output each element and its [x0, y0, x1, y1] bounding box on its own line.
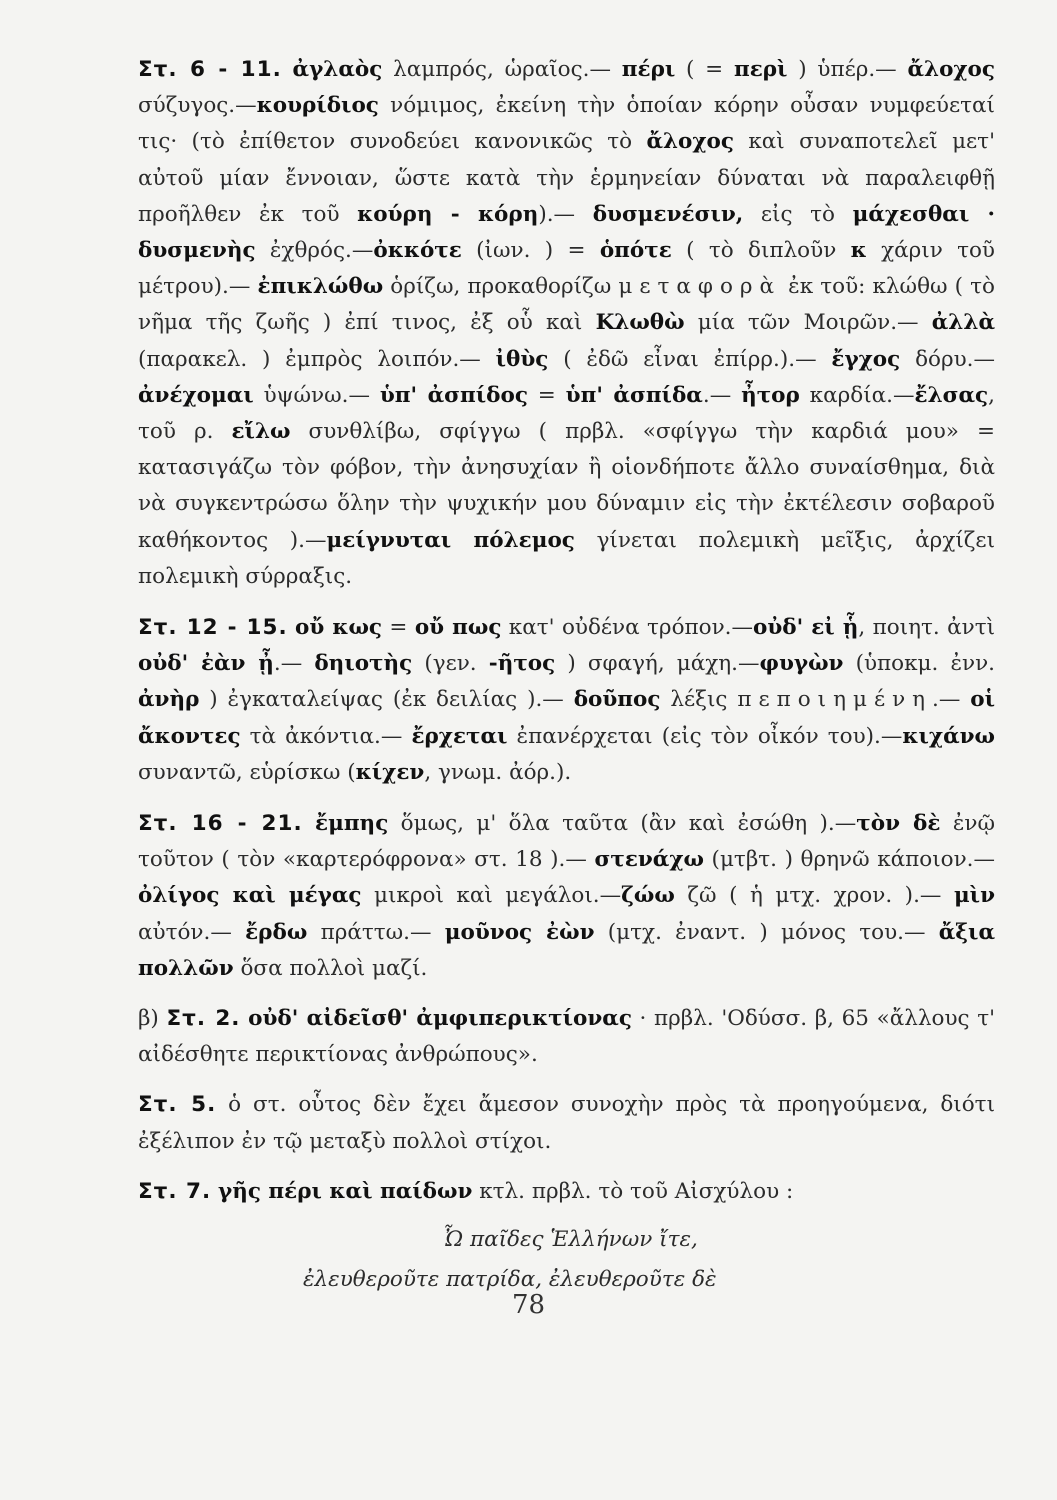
- gloss: κατ' οὐδένα τρόπον.—: [501, 615, 753, 641]
- gloss: δόρυ.—: [900, 346, 995, 372]
- verse-reference: Στ. 5.: [138, 1092, 217, 1118]
- lemma: κίχεν: [355, 759, 425, 785]
- gloss: αὐτόν.—: [138, 919, 246, 945]
- spaced-term: πεποιημένη: [737, 687, 933, 713]
- lemma: ὑπ' ἀσπίδος: [379, 382, 528, 408]
- lemma: ἔλσας: [914, 382, 989, 408]
- gloss: · πρβλ. 'Οδύσσ. β, 65 «ἄλλους τ' αἰδέσθητε περικτίονας ἀνθρώπους».: [138, 1006, 995, 1068]
- lemma: ἔγχος: [831, 346, 901, 372]
- lemma: πέρι: [621, 57, 676, 82]
- lemma: ἀλλὰ: [931, 310, 996, 336]
- lemma: περὶ: [733, 57, 788, 82]
- gloss: ὅμως, μ' ὅλα ταῦτα (ἂν καὶ ἐσώθη ).—: [388, 811, 857, 837]
- text: [240, 1006, 248, 1031]
- lemma: κιχάνω: [902, 723, 995, 749]
- gloss: καρδία.—: [799, 382, 915, 408]
- verse-line: ἐλευθεροῦτε πατρίδα, ἐλευθεροῦτε δὲ: [303, 1267, 717, 1293]
- gloss: χάριν τοῦ μέτρου).—: [138, 238, 996, 300]
- lemma: ὑπ' ἀσπίδα: [565, 382, 703, 408]
- lemma: ἄξια πολλῶν: [138, 919, 995, 981]
- gloss: ὁ στ. οὗτος δὲν ἔχει ἄμεσον συνοχὴν πρὸς τὰ προηγούμενα, διότι ἐξέλιπον ἐν τῷ μεταξὺ πολλοὶ στίχοι.: [138, 1092, 995, 1154]
- gloss: =: [382, 615, 415, 641]
- lemma: ἐπικλώθω: [257, 274, 384, 300]
- lemma: ὀκκότε: [373, 238, 462, 264]
- lemma: ὀλίγος καὶ μέγας: [138, 883, 362, 909]
- gloss: μικροὶ καὶ μεγάλοι.—: [361, 883, 622, 909]
- gloss: ἐχθρός.—: [255, 238, 374, 264]
- gloss: εἰς τὸ: [743, 201, 853, 227]
- gloss: ὑψώνω.—: [253, 382, 380, 408]
- gloss: νόμιμος, ἐκείνη τὴν ὁποίαν κόρην οὖσαν νυμφεύεταί τις· (τὸ ἐπίθετον συνοδεύει κανονικῶς τὸ: [138, 93, 995, 155]
- gloss: ὁρίζω, προκαθορίζω: [383, 274, 619, 300]
- gloss: ( ἐδῶ εἶναι ἐπίρρ.).—: [548, 346, 832, 372]
- gloss: ζῶ ( ἡ μτχ. χρον. ).—: [674, 883, 954, 909]
- gloss: πράττω.—: [307, 919, 445, 945]
- gloss: συνθλίβω, σφίγγω ( πρβλ. «σφίγγω τὴν καρδιά μου» = κατασιγάζω τὸν φόβον, τὴν ἀνησυχίαν ἢ οἱονδήποτε ἄλλο συναίσθημα, διὰ νὰ συγκεντρώσω ὅλην τὴν ψυχικήν μου δύναμιν εἰς τὴν ἐκτέλεσιν σοβαροῦ καθήκοντος ).—: [138, 419, 995, 553]
- lemma: οὐδ' αἰδεῖσθ' ἀμφιπερικτίονας: [248, 1006, 632, 1032]
- lemma: Κλωθὼ: [595, 310, 685, 336]
- lemma: δηιοτὴς: [314, 651, 413, 677]
- gloss: , γνωμ. ἀόρ.).: [424, 759, 572, 785]
- gloss: (ἰων. ) =: [461, 238, 600, 264]
- page-number: 78: [511, 1290, 546, 1320]
- gloss: (γεν.: [412, 651, 489, 677]
- gloss: ἐκ τοῦ: κλώθω ( τὸ νῆμα τῆς ζωῆς ) ἐπί τινος, ἐξ οὗ καὶ: [138, 274, 995, 336]
- lemma: μὶν: [953, 883, 995, 909]
- gloss: λαμπρός, ὡραῖος.—: [382, 57, 622, 82]
- lemma: ἔρχεται: [411, 723, 508, 749]
- lemma: ἰθὺς: [495, 346, 549, 372]
- gloss: συναντῶ, εὑρίσκω (: [138, 759, 356, 785]
- gloss: ἐπανέρχεται (εἰς τὸν οἶκόν του).—: [507, 723, 903, 749]
- gloss: ( =: [675, 57, 734, 82]
- lemma: δυσμενέσιν,: [592, 201, 744, 227]
- lemma: φυγὼν: [759, 651, 844, 677]
- gloss: .—: [273, 651, 315, 677]
- verse-reference: Στ. 7.: [138, 1178, 212, 1204]
- gloss: ( τὸ διπλοῦν: [671, 238, 851, 264]
- gloss: ) ὑπέρ.—: [787, 57, 908, 82]
- gloss: σύζυγος.—: [138, 93, 257, 119]
- gloss: (μτβτ. ) θρηνῶ κάποιον.—: [703, 847, 996, 873]
- text: [288, 615, 295, 640]
- lemma: ἀνέχομαι: [138, 382, 254, 408]
- lemma: οἱ ἄκοντες: [138, 687, 995, 749]
- lemma: ἀνὴρ: [138, 687, 200, 713]
- lemma: κουρίδιος: [256, 93, 379, 119]
- gloss: , τοῦ ρ.: [138, 382, 995, 445]
- text: [303, 811, 315, 836]
- gloss: .—: [932, 687, 971, 713]
- gloss: ) ἐγκαταλείψας (ἐκ δειλίας ).—: [199, 687, 574, 713]
- lemma: δοῦπος: [573, 687, 661, 713]
- verse-line: Ὦ παῖδες Ἑλλήνων ἴτε,: [443, 1227, 698, 1253]
- commentary-paragraph-b-st-7: [138, 1174, 995, 1210]
- lemma: γῆς πέρι καὶ παίδων: [218, 1178, 473, 1204]
- lemma: ἔμπης: [315, 811, 389, 837]
- lemma: κούρη - κόρη: [357, 201, 539, 227]
- commentary-paragraph-st-16-21: [138, 806, 995, 987]
- lemma: μείγνυται πόλεμος: [326, 527, 575, 553]
- quoted-verse: [138, 1220, 995, 1300]
- gloss: τὰ ἀκόντια.—: [240, 723, 412, 749]
- lemma: ἄλοχος: [907, 57, 995, 82]
- lemma: ἀγλαὸς: [292, 57, 383, 82]
- gloss: (ὑποκμ. ἐνν.: [843, 651, 995, 677]
- lemma: ἦτορ: [741, 382, 800, 408]
- lemma: εἴλω: [231, 419, 291, 445]
- lemma: οὐδ' ἐὰν ᾖ: [138, 651, 274, 677]
- verse-reference: Στ. 12 - 15.: [138, 615, 288, 641]
- lemma: οὐδ' εἰ ᾗ: [753, 615, 859, 641]
- gloss: =: [527, 382, 566, 408]
- lemma: ζώω: [621, 883, 675, 909]
- gloss: .—: [702, 382, 742, 408]
- lemma: -ῆτος: [488, 651, 556, 677]
- gloss: μία τῶν Μοιρῶν.—: [684, 310, 932, 336]
- gloss: λέξις: [660, 687, 738, 713]
- lemma: τὸν δὲ: [856, 811, 941, 837]
- section-label: β): [138, 1006, 159, 1032]
- gloss: γίνεται πολεμικὴ μεῖξις, ἀρχίζει πολεμικὴ σύρραξις.: [138, 527, 995, 589]
- gloss: , ποιητ. ἀντὶ: [858, 615, 996, 641]
- verse-reference: Στ. 16 - 21.: [138, 811, 303, 837]
- gloss: (μτχ. ἐναντ. ) μόνος του.—: [594, 919, 939, 945]
- lemma: ἔρδω: [245, 919, 308, 945]
- spaced-term: μεταφορὰ: [618, 274, 782, 300]
- commentary-paragraph-b-st-2: [138, 1001, 995, 1073]
- lemma: κ: [850, 238, 867, 264]
- commentary-paragraph-st-12-15: [138, 610, 995, 791]
- gloss: ὅσα πολλοὶ μαζί.: [233, 955, 428, 981]
- lemma: ὁπότε: [599, 238, 672, 264]
- gloss: ἐνῷ τοῦτον ( τὸν «καρτερόφρονα» στ. 18 ).—: [138, 811, 995, 873]
- gloss: κτλ. πρβλ. τὸ τοῦ Αἰσχύλου :: [472, 1178, 794, 1204]
- lemma: μάχεσθαι · δυσμενὴς: [138, 201, 996, 264]
- gloss: (παρακελ. ) ἐμπρὸς λοιπόν.—: [138, 346, 496, 372]
- text: [211, 1179, 218, 1204]
- gloss: ) σφαγή, μάχη.—: [555, 651, 760, 677]
- gloss: καὶ συναποτελεῖ μετ' αὐτοῦ μίαν ἔννοιαν, ὥστε κατὰ τὴν ἑρμηνείαν δύναται νὰ παραλειφθῇ προῆλθεν ἐκ τοῦ: [138, 129, 995, 227]
- lemma: οὔ κως: [295, 615, 383, 641]
- commentary-paragraph-st-6-11: [138, 52, 995, 595]
- commentary-paragraph-b-st-5: [138, 1087, 995, 1159]
- lemma: ἄλοχος: [646, 129, 734, 155]
- text: [282, 57, 293, 82]
- lemma: μοῦνος ἐὼν: [444, 919, 595, 945]
- gloss: ).—: [538, 201, 593, 227]
- verse-reference: Στ. 2.: [166, 1006, 241, 1032]
- lemma: στενάχω: [594, 847, 704, 873]
- verse-reference: Στ. 6 - 11.: [138, 57, 282, 82]
- lemma: οὔ πως: [414, 615, 502, 641]
